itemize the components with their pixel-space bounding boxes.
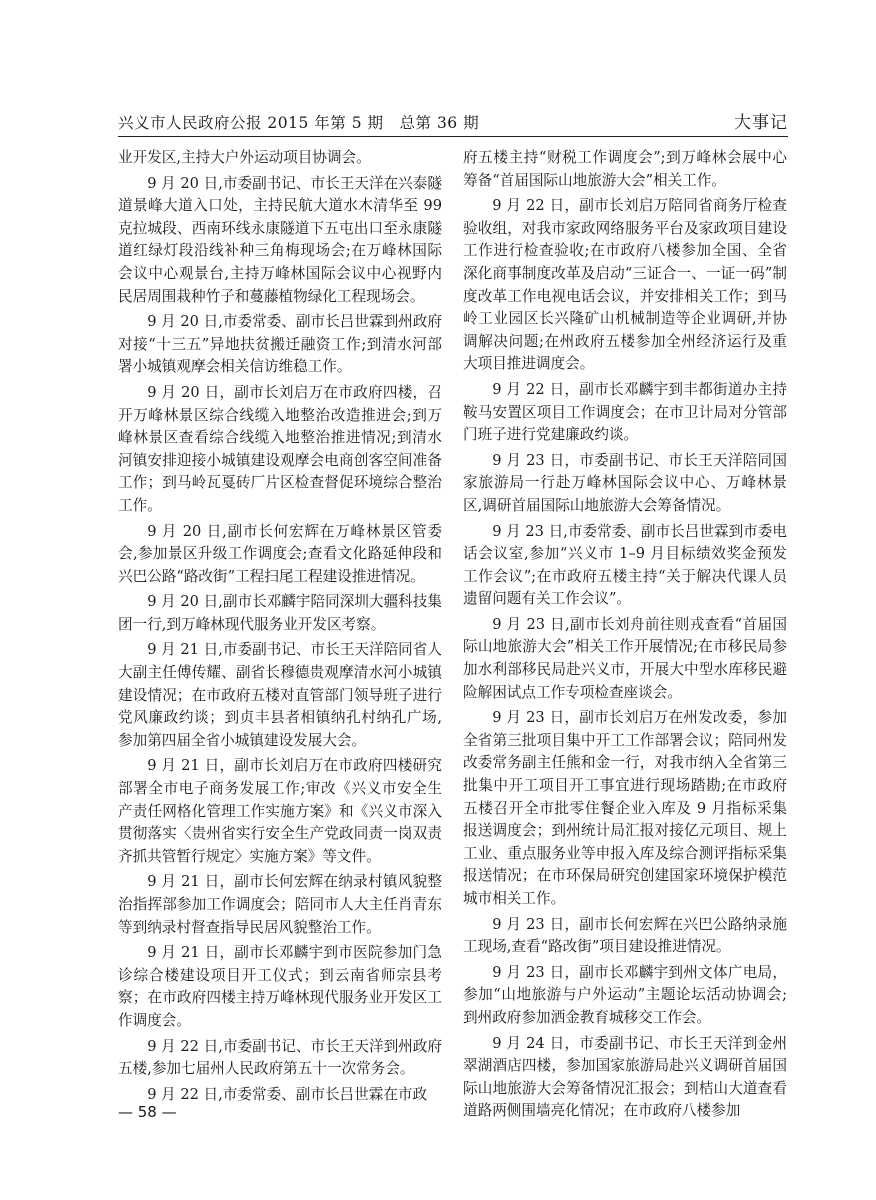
page-header: [118, 103, 788, 137]
paragraph: 9 月 23 日，副市长邓麟宇到州文体广电局，参加“山地旅游与户外运动”主题论坛活动协调会;到州政府参加洒金教育城移交工作会。: [463, 963, 787, 1026]
page-number: — 58 —: [118, 1103, 177, 1121]
paragraph: 9 月 22 日，副市长刘启万陪同省商务厅检查验收组，对我市家政网络服务平台及家政项目建设工作进行检查验收;在市政府八楼参加全国、全省深化商事制度改革及启动“三证合一、一证一码”制度改革工作电视电话会议，并安排相关工作；到马岭工业园区长兴隆矿山机械制造等企业调研,并协调解决问题;在州政府五楼参加全州经济运行及重大项目推进调度会。: [463, 197, 787, 373]
journal-title: 兴义市人民政府公报 2015 年第 5 期 总第 36 期: [118, 114, 480, 132]
paragraph: 9 月 20 日,市委副书记、市长王天洋在兴泰隧道景峰大道入口处，主持民航大道水木清华至 99 克拉城段、西南环线永康隧道下五屯出口至永康隧道红绿灯段沿线补种三角梅现场会;在万峰林国际会议中心观景台,主持万峰林国际会议中心视野内民居周围栽种竹子和蔓藤植物绿化工程现场会。: [118, 174, 442, 305]
paragraph: 9 月 24 日，市委副书记、市长王天洋到金州翠湖酒店四楼，参加国家旅游局赴兴义调研首届国际山地旅游大会筹备情况汇报会；到桔山大道查看道路两侧围墙亮化情况；在市政府八楼参加: [463, 1034, 787, 1120]
paragraph: 9 月 21 日，副市长邓麟宇到市医院参加门急诊综合楼建设项目开工仪式；到云南省师宗县考察；在市政府四楼主持万峰林现代服务业开发区工作调度会。: [118, 944, 442, 1029]
paragraph: 府五楼主持“财税工作调度会”;到万峰林会展中心筹备“首届国际山地旅游大会”相关工作。: [463, 149, 787, 189]
paragraph: 9 月 20 日,副市长何宏辉在万峰林景区管委会,参加景区升级工作调度会;查看文化路延伸段和兴巴公路“路改街”工程扫尾工程建设推进情况。: [118, 522, 442, 585]
paragraph: 9 月 21 日，副市长刘启万在市政府四楼研究部署全市电子商务发展工作;审改《兴义市安全生产责任网格化管理工作实施方案》和《兴义市深入贯彻落实〈贵州省实行安全生产党政同责一岗双责齐抓共管暂行规定〉实施方案》等文件。: [118, 757, 442, 865]
paragraph: 业开发区,主持大户外运动项目协调会。: [118, 149, 371, 166]
paragraph: 9 月 20 日，副市长刘启万在市政府四楼，召开万峰林景区综合线缆入地整治改造推进会;到万峰林景区查看综合线缆入地整治推进情况;到清水河镇安排迎接小城镇建设观摩会电商创客空间准备工作；到马岭瓦戛砖厂片区检查督促环境综合整治工作。: [118, 383, 442, 514]
paragraph: 9 月 23 日,副市长刘舟前往则戎查看“首届国际山地旅游大会”相关工作开展情况;在市移民局参加水利部移民局赴兴义市，开展大中型水库移民避险解困试点工作专项检查座谈会。: [463, 615, 787, 701]
paragraph: 9 月 21 日，副市长何宏辉在纳录村镇风貌整治指挥部参加工作调度会；陪同市人大主任肖青东等到纳录村督查指导民居风貌整治工作。: [118, 873, 442, 936]
right-column: [463, 147, 787, 1120]
paragraph: 9 月 23 日,市委常委、副市长吕世霖到市委电话会议室,参加“兴义市 1–9 月目标绩效奖金预发工作会议”;在市政府五楼主持“关于解决代课人员遗留问题有关工作会议”。: [463, 522, 787, 608]
paragraph: 9 月 20 日,市委常委、副市长吕世霖到州政府对接“十三五”异地扶贫搬迁融资工作;到清水河部署小城镇观摩会相关信访维稳工作。: [118, 313, 442, 376]
section-title: 大事记: [734, 113, 788, 133]
paragraph: 9 月 20 日,副市长邓麟宇陪同深圳大疆科技集团一行,到万峰林现代服务业开发区考察。: [118, 593, 442, 633]
paragraph: 9 月 22 日，副市长邓麟宇到丰都街道办主持鞍马安置区项目工作调度会；在市卫计局对分管部门班子进行党建廉政约谈。: [463, 380, 787, 444]
paragraph: 9 月 22 日,市委常委、副市长吕世霖在市政: [147, 1085, 428, 1103]
left-column: [118, 147, 442, 1103]
paragraph: 9 月 22 日,市委副书记、市长王天洋到州政府五楼,参加七届州人民政府第五十一次常务会。: [118, 1037, 442, 1078]
paragraph: 9 月 23 日，市委副书记、市长王天洋陪同国家旅游局一行赴万峰林国际会议中心、万峰林景区,调研首届国际山地旅游大会筹备情况。: [463, 451, 787, 514]
paragraph: 9 月 23 日，副市长刘启万在州发改委，参加全省第三批项目集中开工工作部署会议；陪同州发改委常务副主任熊和金一行，对我市纳入全省第三批集中开工项目开工事宜进行现场踏勘;在市政府五楼召开全市批零住餐企业入库及 9 月指标采集报送调度会；到州统计局汇报对接亿元项目、规上工业、重点服务业等申报入库及综合测评指标采集报送情况；在市环保局研究创建国家环境保护模范城市相关工作。: [463, 709, 787, 907]
paragraph: 9 月 23 日，副市长何宏辉在兴巴公路纳录施工现场,查看“路改街”项目建设推进情况。: [463, 915, 787, 956]
paragraph: 9 月 21 日,市委副书记、市长王天洋陪同省人大副主任傅传耀、副省长穆德贵观摩清水河小城镇建设情况；在市政府五楼对直管部门领导班子进行党风廉政约谈；到贞丰县者相镇纳孔村纳孔广场,参加第四届全省小城镇建设发展大会。: [118, 641, 442, 749]
